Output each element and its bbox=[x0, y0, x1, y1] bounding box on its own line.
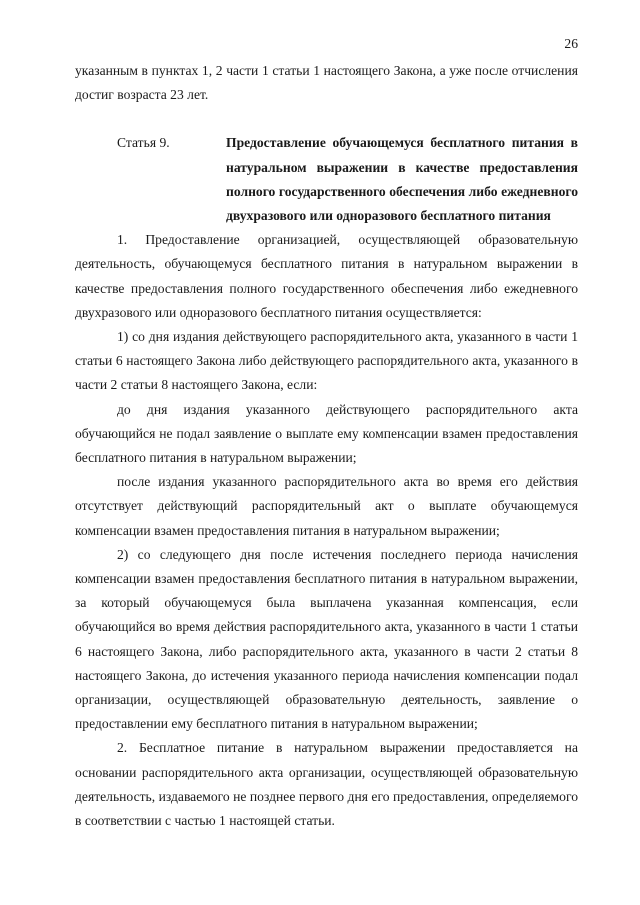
document-body bbox=[75, 59, 578, 833]
paragraph-1-item-1-b: после издания указанного распорядительного акта во время его действия отсутствует действующий распорядительный акт о выплате обучающемуся компенсации взамен предоставления питания в натуральном выражении; bbox=[75, 474, 578, 538]
paragraph-2: 2. Бесплатное питание в натуральном выражении предоставляется на основании распорядительного акта организации, осуществляющей образовательную деятельность, издаваемого не позднее первого дня его предоставления, определяемого в соответствии с частью 1 настоящей статьи. bbox=[75, 740, 578, 829]
article-heading bbox=[117, 131, 578, 228]
paragraph-1-item-1-a: до дня издания указанного действующего распорядительного акта обучающийся не подал заявление о выплате ему компенсации взамен предоставления бесплатного питания в натуральном выражении; bbox=[75, 401, 578, 466]
paragraph-1-item-1: 1) со дня издания действующего распорядительного акта, указанного в части 1 статьи 6 настоящего Закона либо действующего распорядительного акта, указанного в части 2 статьи 8 настоящего Закона, если: bbox=[75, 329, 578, 393]
paragraph-1-item-2: 2) со следующего дня после истечения последнего периода начисления компенсации взамен предоставления бесплатного питания в натуральном выражении, за который обучающемуся была выплачена указанная компенсация, если обучающийся во время действия распорядительного акта, указанного в части 1 статьи 6 настоящего Закона, либо распорядительного акта, указанного в части 2 статьи 8 настоящего Закона, до истечения указанного периода начисления компенсации подал организации, осуществляющей образовательную деятельность, заявление о предоставлении ему бесплатного питания в натуральном выражении; bbox=[75, 546, 578, 732]
spacer bbox=[75, 107, 578, 131]
intro-paragraph: указанным в пунктах 1, 2 части 1 статьи 1 настоящего Закона, а уже после отчисления достиг возраста 23 лет. bbox=[75, 63, 578, 103]
article-title: Предоставление обучающемуся бесплатного питания в натуральном выражении в качестве предоставления полного государственного обеспечения либо ежедневного двухразового или одноразового бесплатного питания bbox=[226, 135, 578, 224]
article-label: Статья 9. bbox=[117, 135, 170, 151]
paragraph-1: 1. Предоставление организацией, осуществляющей образовательную деятельность, обучающемуся бесплатного питания в натуральном выражении в качестве предоставления полного государственного обеспечения либо ежедневного двухразового или одноразового бесплатного питания осуществляется: bbox=[75, 232, 578, 320]
page-number: 26 bbox=[564, 36, 578, 51]
